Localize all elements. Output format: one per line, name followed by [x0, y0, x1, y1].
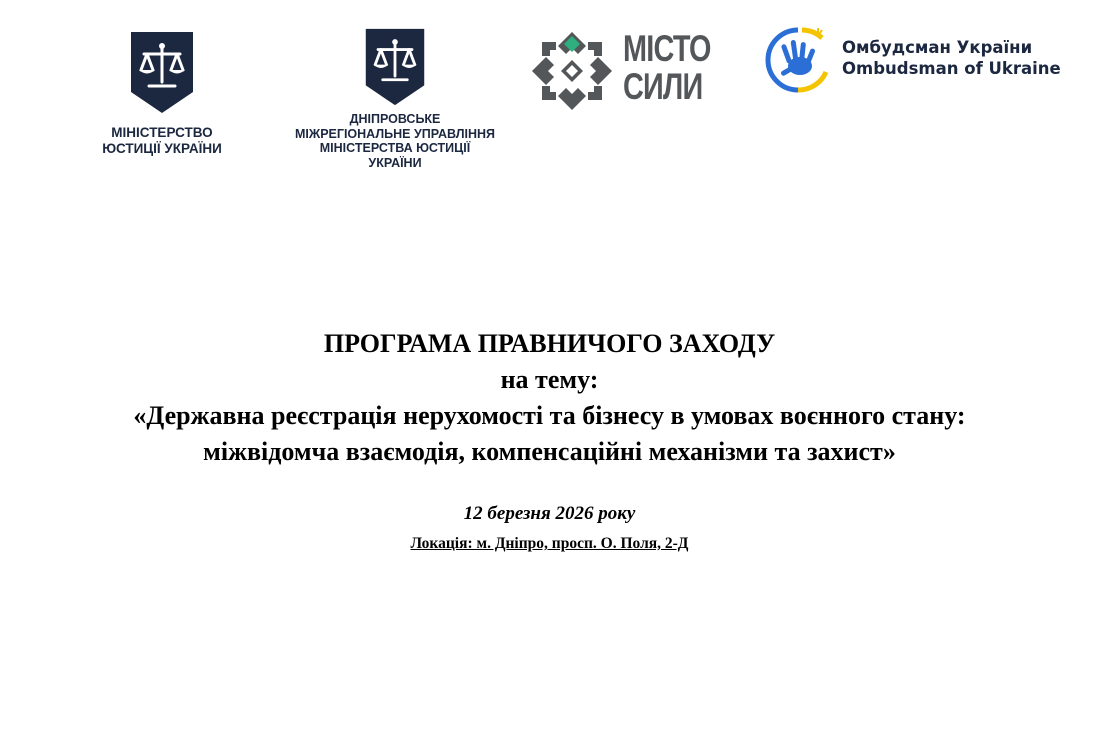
misto-syly-wordmark — [623, 30, 711, 106]
logo-ombudsman — [762, 24, 1092, 96]
wordmark-line: СИЛИ — [623, 66, 703, 107]
logo-caption-line: ЮСТИЦІЇ УКРАЇНИ — [102, 141, 222, 156]
wordmark-line: Ombudsman of Ukraine — [842, 59, 1061, 78]
document-title — [0, 326, 1099, 470]
logo-ministry-of-justice — [82, 30, 242, 157]
scales-shield-icon — [362, 26, 428, 108]
event-location: Локація: м. Дніпро, просп. О. Поля, 2-Д — [410, 535, 689, 552]
title-line: на тему: — [500, 365, 599, 394]
logo-caption-line: МІНІСТЕРСТВО — [111, 125, 213, 140]
title-line: міжвідомча взаємодія, компенсаційні механізми та захист» — [203, 437, 896, 466]
logo-caption-line: МІНІСТЕРСТВА ЮСТИЦІЇ — [319, 141, 471, 155]
title-line: «Державна реєстрація нерухомості та бізнесу в умовах воєнного стану: — [133, 401, 966, 430]
dnipro-office-caption — [295, 112, 495, 170]
logo-caption-line: ДНІПРОВСЬКЕ — [349, 112, 441, 126]
wordmark-line: МІСТО — [623, 28, 711, 69]
wordmark-line: Омбудсман України — [842, 38, 1033, 57]
ministry-of-justice-caption — [102, 125, 222, 157]
title-line: ПРОГРАМА ПРАВНИЧОГО ЗАХОДУ — [323, 329, 776, 358]
logo-caption-line: УКРАЇНИ — [368, 155, 422, 170]
ombudsman-wordmark — [842, 37, 1061, 79]
ornament-emblem-icon — [530, 30, 614, 112]
scales-shield-icon — [127, 30, 197, 115]
logo-caption-line: МІЖРЕГІОНАЛЬНЕ УПРАВЛІННЯ — [295, 126, 495, 141]
logo-misto-syly — [530, 30, 730, 112]
logo-dnipro-office — [270, 26, 520, 170]
ombudsman-hand-emblem-icon — [762, 24, 834, 96]
event-date: 12 березня 2026 року — [463, 503, 636, 524]
